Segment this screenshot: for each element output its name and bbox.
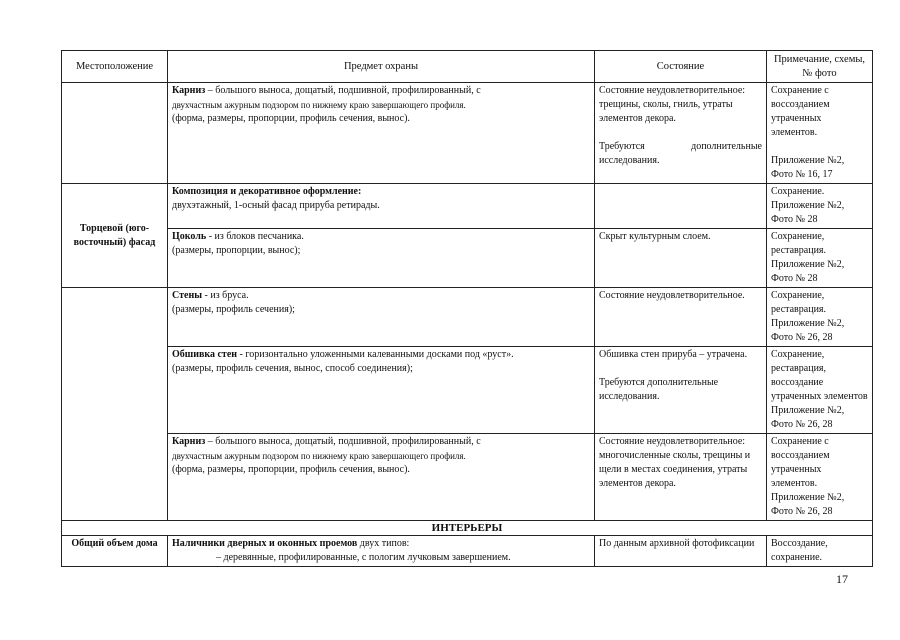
subject-small: двухчастным ажурным подзором по нижнему краю завершающего профиля. [172, 100, 466, 110]
subject-text: - из блоков песчаника. [206, 231, 304, 242]
subject-text: двух типов: [357, 538, 410, 549]
table-row [62, 434, 873, 521]
subject-cell [168, 347, 595, 434]
subject-title: Цоколь [172, 231, 207, 242]
subject-title: Карниз [172, 85, 206, 96]
subject-text: – большого выноса, дощатый, подшивной, профилированный, с [205, 85, 481, 96]
page-number: 17 [836, 572, 848, 586]
subject-item: – деревянные, профилированные, с пологим лучковым завершением. [216, 552, 511, 563]
subject-cell [168, 184, 595, 229]
note-cell: Воссоздание, сохранение. [767, 536, 873, 567]
subject-title: Наличники дверных и оконных проемов [172, 538, 358, 549]
table-row [62, 536, 873, 567]
header-note: Примечание, схемы, № фото [767, 51, 873, 83]
table-row [62, 184, 873, 229]
protection-table [61, 50, 873, 567]
subject-cell [168, 229, 595, 288]
condition-text: Обшивка стен прируба – утрачена. [599, 349, 748, 360]
table-row [62, 229, 873, 288]
subject-cell [168, 434, 595, 521]
subject-small: двухчастным ажурным подзором по нижнему краю завершающего профиля. [172, 451, 466, 461]
subject-text: - горизонтально уложенными калеванными досками под «руст». [237, 349, 514, 360]
condition-cell [595, 347, 767, 434]
note-text: Сохранение с воссозданием утраченных элементов. [771, 85, 830, 138]
subject-cell [168, 536, 595, 567]
condition-text: Состояние неудовлетворительное: трещины, сколы, гниль, утраты элементов декора. [599, 85, 746, 124]
subject-cell [168, 288, 595, 347]
subject-title: Композиция и декоративное оформление: [172, 186, 362, 197]
location-cell-empty [62, 83, 168, 184]
note-cell: Сохранение, реставрация, воссоздание утраченных элементов Приложение №2, Фото № 26, 28 [767, 347, 873, 434]
subject-title: Обшивка стен [172, 349, 238, 360]
subject-title: Карниз [172, 436, 206, 447]
note-text-2: Приложение №2, Фото № 16, 17 [771, 155, 845, 180]
table-row [62, 83, 873, 184]
header-location: Местоположение [62, 51, 168, 83]
location-cell-empty [62, 288, 168, 521]
condition-cell: Скрыт культурным слоем. [595, 229, 767, 288]
subject-params: (размеры, профиль сечения); [172, 304, 295, 315]
note-cell: Сохранение. Приложение №2, Фото № 28 [767, 184, 873, 229]
condition-cell [595, 83, 767, 184]
note-cell: Сохранение, реставрация. Приложение №2, Фото № 28 [767, 229, 873, 288]
condition-cell: По данным архивной фотофиксации [595, 536, 767, 567]
table-row [62, 347, 873, 434]
subject-text: двухэтажный, 1-осный фасад прируба ретирады. [172, 200, 380, 211]
condition-text-2: Требуются дополнительные исследования. [599, 377, 719, 402]
note-cell: Сохранение с воссозданием утраченных элементов. Приложение №2, Фото № 26, 28 [767, 434, 873, 521]
subject-params: (размеры, пропорции, вынос); [172, 245, 301, 256]
section-interiors: ИНТЕРЬЕРЫ [62, 521, 873, 536]
note-cell: Сохранение, реставрация. Приложение №2, Фото № 26, 28 [767, 288, 873, 347]
subject-cell [168, 83, 595, 184]
location-facade: Торцевой (юго-восточный) фасад [62, 184, 168, 288]
section-row [62, 521, 873, 536]
subject-params: (форма, размеры, пропорции, профиль сечения, вынос). [172, 464, 410, 475]
note-cell [767, 83, 873, 184]
header-condition: Состояние [595, 51, 767, 83]
subject-text: - из бруса. [202, 290, 249, 301]
condition-cell: Состояние неудовлетворительное: многочисленные сколы, трещины и щели в местах соединения, утраты элементов декора. [595, 434, 767, 521]
subject-params: (форма, размеры, пропорции, профиль сечения, вынос). [172, 113, 410, 124]
subject-params: (размеры, профиль сечения, вынос, способ соединения); [172, 363, 413, 374]
condition-cell [595, 184, 767, 229]
table-header-row [62, 51, 873, 83]
condition-text-2: Требуются дополнительные исследования. [599, 141, 762, 166]
table-row [62, 288, 873, 347]
subject-title: Стены [172, 290, 203, 301]
location-house: Общий объем дома [62, 536, 168, 567]
subject-text: – большого выноса, дощатый, подшивной, профилированный, с [205, 436, 481, 447]
condition-cell: Состояние неудовлетворительное. [595, 288, 767, 347]
header-subject: Предмет охраны [168, 51, 595, 83]
